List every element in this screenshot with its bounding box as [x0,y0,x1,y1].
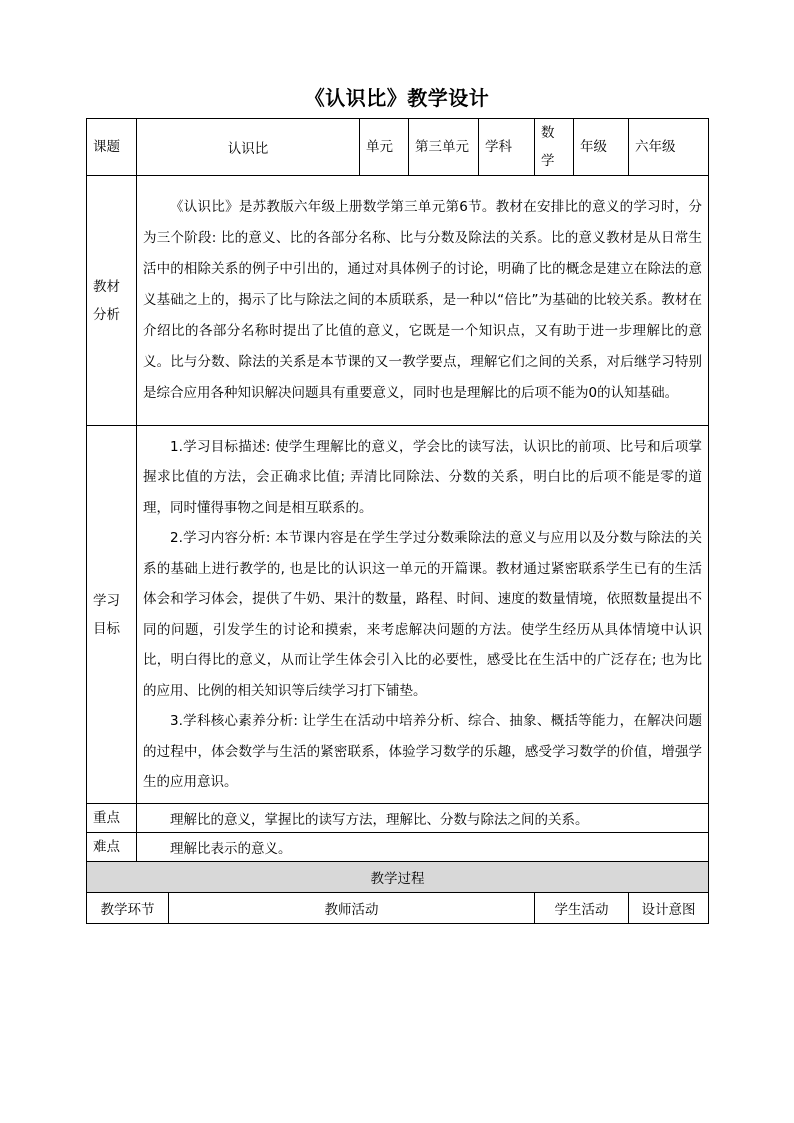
grade-label: 年级 [574,119,629,176]
textbook-analysis-text: 《认识比》是苏教版六年级上册数学第三单元第6节。教材在安排比的意义的学习时，分为三个阶段: 比的意义、比的各部分名称、比与分数及除法的关系。比的意义教材是从日常生活中的相除关系的例子中引出的，通过对具体例子的讨论，明确了比的概念是建立在除法的意义基础之上的，揭示了比与除法之间的本质联系，是一种以“倍比”为基础的比较关系。教材在介绍比的各部分名称时提出了比值的意义，它既是一个知识点，又有助于进一步理解比的意义。比与分数、除法的关系是本节课的又一教学要点，理解它们之间的关系，对后继学习特别是综合应用各种知识解决问题具有重要意义，同时也是理解比的后项不能为0的认知基础。 [143,199,702,401]
teaching-process-heading: 教学过程 [87,862,709,893]
column-teacher-activity: 教师活动 [169,893,535,924]
discipline-label: 学科 [479,119,535,176]
difficult-point-label: 难点 [87,833,137,862]
learning-goals-row [87,426,709,804]
key-point-value: 理解比的意义，掌握比的读写方法，理解比、分数与除法之间的关系。 [170,812,589,828]
key-point-label: 重点 [87,804,137,833]
lesson-plan-table [86,118,709,924]
column-student-activity: 学生活动 [535,893,629,924]
textbook-analysis-label-line1: 教材 [93,278,120,295]
grade-value: 六年级 [629,119,709,176]
subject-title-value: 认识比 [137,119,360,176]
textbook-analysis-row [87,176,709,426]
learning-goals-label-line2: 目标 [93,620,120,637]
subject-title-label: 课题 [87,119,137,176]
learning-goals-label [87,426,137,804]
document-title: 《认识比》教学设计 [304,86,490,110]
unit-label: 单元 [360,119,409,176]
header-row [87,119,709,176]
core-literacy-paragraph: 3.学科核心素养分析: 让学生在活动中培养分析、综合、抽象、概括等能力，在解决问题的过程中，体会数学与生活的紧密联系，体验学习数学的乐趣，感受学习数学的价值，增强学生的应用意识。 [143,713,702,790]
learning-goals-content [137,426,709,804]
difficult-point-text [137,833,709,862]
key-point-text [137,804,709,833]
unit-value: 第三单元 [409,119,479,176]
learning-goals-label-line1: 学习 [93,592,120,609]
column-design-intent: 设计意图 [629,893,709,924]
goal-description-paragraph: 1.学习目标描述: 使学生理解比的意义，学会比的读写法，认识比的前项、比号和后项掌握求比值的方法，会正确求比值; 弄清比同除法、分数的关系，明白比的后项不能是零的道理，同时懂得事物之间是相互联系的。 [143,438,702,516]
discipline-value: 数学 [535,119,574,176]
difficult-point-row [87,833,709,862]
content-analysis-paragraph: 2.学习内容分析: 本节课内容是在学生学过分数乘除法的意义与应用以及分数与除法的关系的基础上进行教学的, 也是比的认识这一单元的开篇课。教材通过紧密联系学生已有的生活体会和学习体会，提供了牛奶、果汁的数量，路程、时间、速度的数量情境，依照数量提出不同的问题，引发学生的讨论和摸索，来考虑解决问题的方法。使学生经历从具体情境中认识比，明白得比的意义，从而让学生体会引入比的必要性，感受比在生活中的广泛存在; 也为比的应用、比例的相关知识等后续学习打下铺垫。 [143,530,702,699]
textbook-analysis-content [137,176,709,426]
column-teaching-stage: 教学环节 [87,893,169,924]
textbook-analysis-label [87,176,137,426]
difficult-point-value: 理解比表示的意义。 [170,841,292,857]
process-columns-row [87,893,709,924]
key-point-row [87,804,709,833]
textbook-analysis-label-line2: 分析 [93,306,120,323]
process-heading-row [87,862,709,893]
